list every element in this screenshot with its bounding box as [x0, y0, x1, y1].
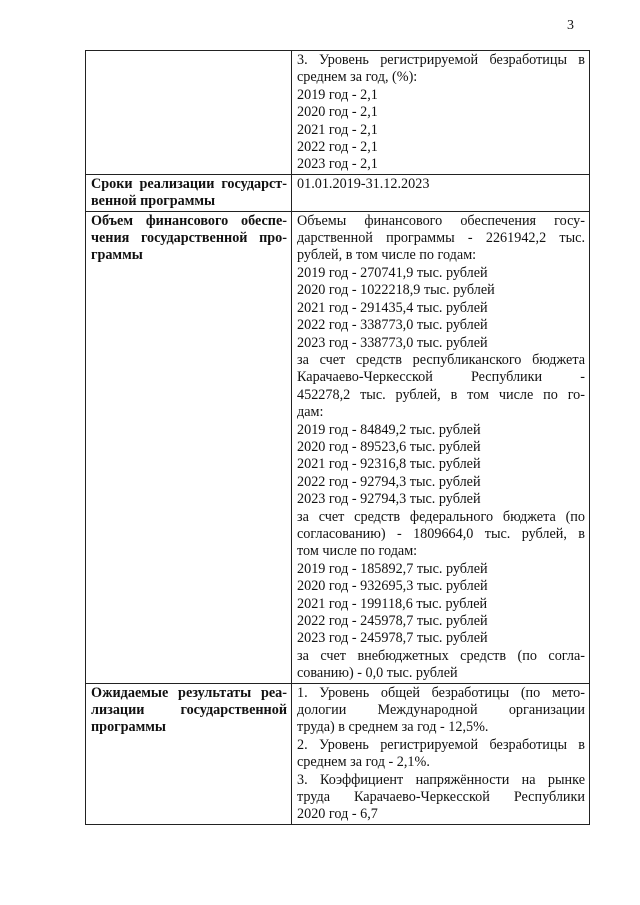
label-line: граммы [91, 247, 143, 264]
label-line: лизации государственной [91, 702, 287, 719]
value-line: труда) в среднем за год - 12,5%. [297, 719, 489, 736]
value-line: труда Карачаево-Черкесской Республики [297, 789, 585, 806]
value-line: 2020 год - 89523,6 тыс. рублей [297, 438, 481, 455]
row-label-cell [86, 211, 292, 683]
row-value-cell [292, 174, 590, 211]
value-line: дологии Международной организации [297, 702, 585, 719]
row-value-cell [292, 683, 590, 824]
value-line: 3. Коэффициент напряжённости на рынке [297, 771, 585, 788]
value-line: 2021 год - 291435,4 тыс. рублей [297, 299, 488, 316]
value-line: 2021 год - 2,1 [297, 121, 378, 138]
label-line: программы [91, 719, 166, 736]
value-line: среднем за год - 2,1%. [297, 754, 430, 771]
value-line: за счет внебюджетных средств (по согла- [297, 647, 585, 664]
value-line: 2019 год - 270741,9 тыс. рублей [297, 264, 488, 281]
value-line: 2020 год - 1022218,9 тыс. рублей [297, 282, 495, 299]
label-line: Сроки реализации государст- [91, 175, 287, 192]
table-row [86, 51, 590, 175]
value-line: 2023 год - 92794,3 тыс. рублей [297, 491, 481, 508]
value-line: 2019 год - 84849,2 тыс. рублей [297, 421, 481, 438]
value-line: дам: [297, 404, 324, 421]
label-line: венной программы [91, 193, 216, 210]
value-line: 2022 год - 338773,0 тыс. рублей [297, 317, 488, 334]
value-line: 3. Уровень регистрируемой безработицы в [297, 52, 585, 68]
value-line: Объемы финансового обеспечения госу- [297, 212, 585, 229]
value-line: 2021 год - 199118,6 тыс. рублей [297, 595, 488, 612]
row-value-cell [292, 51, 590, 175]
value-line: 2021 год - 92316,8 тыс. рублей [297, 456, 481, 473]
table-row [86, 174, 590, 211]
value-line: среднем за год, (%): [297, 69, 418, 86]
value-line: рублей, в том числе по годам: [297, 247, 477, 264]
value-line: том числе по годам: [297, 543, 418, 560]
value-line: 2023 год - 338773,0 тыс. рублей [297, 334, 488, 351]
value-line: 2019 год - 2,1 [297, 86, 378, 103]
page-number: 3 [567, 18, 574, 33]
value-line: 2019 год - 185892,7 тыс. рублей [297, 560, 488, 577]
value-line: сованию) - 0,0 тыс. рублей [297, 665, 458, 682]
value-line: 1. Уровень общей безработицы (по мето- [297, 684, 585, 701]
value-line: 2. Уровень регистрируемой безработицы в [297, 736, 585, 753]
row-label-cell [86, 683, 292, 824]
row-label-cell [86, 51, 292, 175]
value-line: 01.01.2019-31.12.2023 [297, 175, 430, 192]
value-line: согласованию) - 1809664,0 тыс. рублей, в [297, 525, 585, 542]
value-line: Карачаево-Черкесской Республики - [297, 369, 585, 386]
row-label-cell [86, 174, 292, 211]
value-line: дарственной программы - 2261942,2 тыс. [297, 230, 585, 247]
value-line: 2020 год - 932695,3 тыс. рублей [297, 578, 488, 595]
value-line: 452278,2 тыс. рублей, в том числе по го- [297, 386, 585, 403]
value-line: за счет средств республиканского бюджета [297, 351, 585, 368]
value-line: 2023 год - 2,1 [297, 156, 378, 173]
value-line: 2022 год - 92794,3 тыс. рублей [297, 473, 481, 490]
value-line: 2023 год - 245978,7 тыс. рублей [297, 630, 488, 647]
value-line: за счет средств федерального бюджета (по [297, 508, 585, 525]
table-row [86, 683, 590, 824]
value-line: 2020 год - 6,7 [297, 806, 378, 823]
table-body [86, 51, 590, 825]
label-line: чения государственной про- [91, 230, 287, 247]
label-line: Объем финансового обеспе- [91, 212, 287, 229]
value-line: 2022 год - 245978,7 тыс. рублей [297, 613, 488, 629]
label-line: Ожидаемые результаты реа- [91, 684, 287, 701]
table-row [86, 211, 590, 683]
row-value-cell [292, 211, 590, 683]
value-line: 2020 год - 2,1 [297, 104, 378, 121]
program-passport-table [85, 50, 590, 825]
value-line: 2022 год - 2,1 [297, 139, 378, 156]
